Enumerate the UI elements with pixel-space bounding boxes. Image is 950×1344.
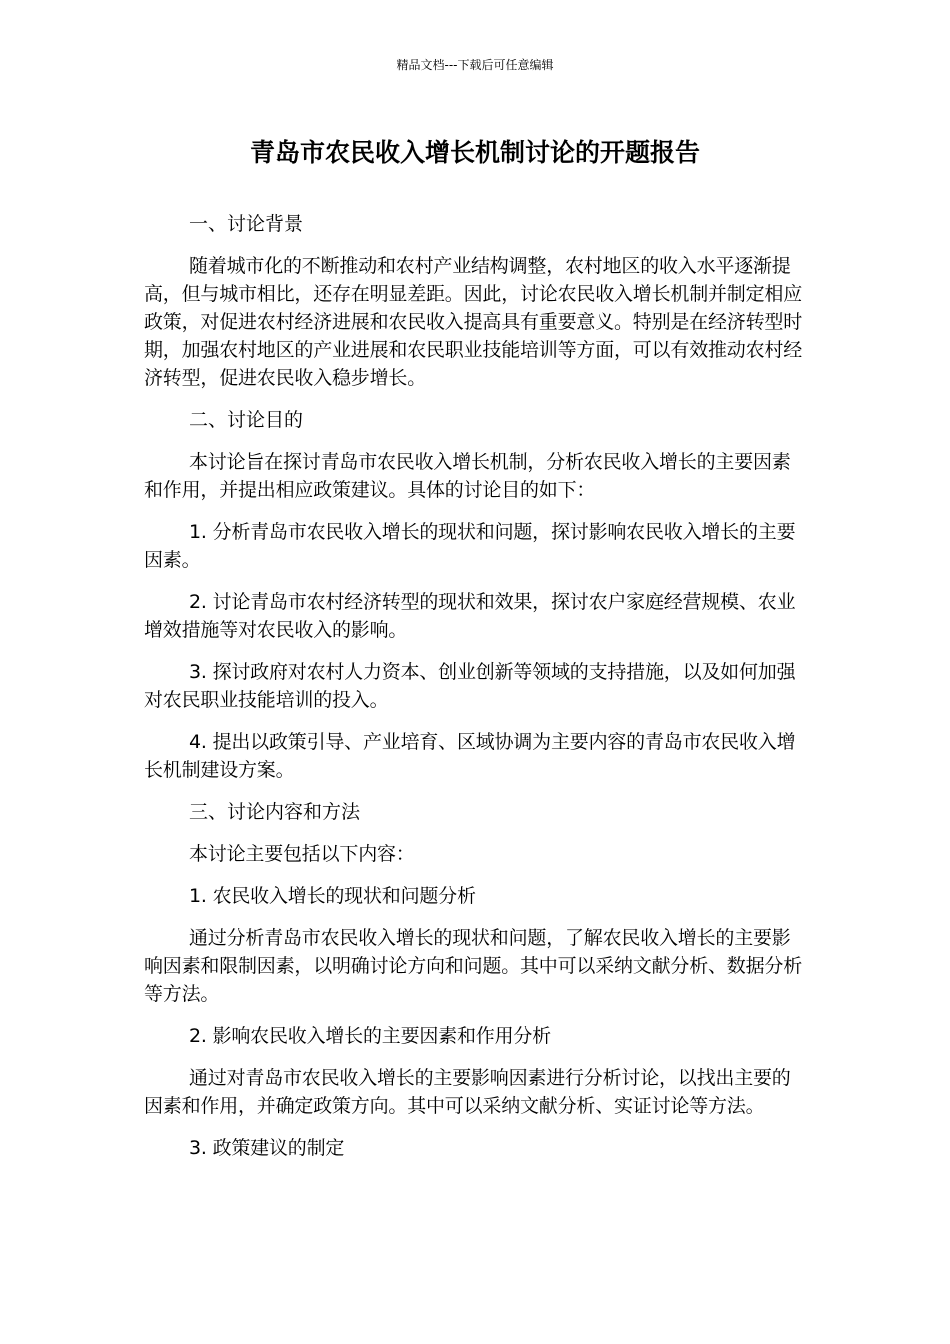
purpose-item-2: 2. 讨论青岛市农村经济转型的现状和效果，探讨农户家庭经营规模、农业增效措施等对农民收入的影响。 xyxy=(144,591,796,641)
purpose-item-3: 3. 探讨政府对农村人力资本、创业创新等领域的支持措施，以及如何加强对农民职业技能培训的投入。 xyxy=(144,661,796,711)
content-paragraph-2: 通过对青岛市农民收入增长的主要影响因素进行分析讨论，以找出主要的因素和作用，并确定政策方向。其中可以采纳文献分析、实证讨论等方法。 xyxy=(144,1067,791,1117)
content-paragraph-1: 通过分析青岛市农民收入增长的现状和问题，了解农民收入增长的主要影响因素和限制因素，以明确讨论方向和问题。其中可以采纳文献分析、数据分析等方法。 xyxy=(144,927,803,1005)
purpose-item-4: 4. 提出以政策引导、产业培育、区域协调为主要内容的青岛市农民收入增长机制建设方案。 xyxy=(144,731,796,781)
section-heading-purpose: 二、讨论目的 xyxy=(189,409,304,431)
section-heading-background: 一、讨论背景 xyxy=(189,213,304,235)
paragraph-content-intro: 本讨论主要包括以下内容： xyxy=(189,843,415,865)
paragraph-background: 随着城市化的不断推动和农村产业结构调整，农村地区的收入水平逐渐提高，但与城市相比，还存在明显差距。因此，讨论农民收入增长机制并制定相应政策，对促进农村经济进展和农民收入提高具有重要意义。特别是在经济转型时期，加强农村地区的产业进展和农民职业技能培训等方面，可以有效推动农村经济转型，促进农民收入稳步增长。 xyxy=(144,255,803,389)
content-subheading-1: 1. 农民收入增长的现状和问题分析 xyxy=(189,885,476,907)
content-subheading-3: 3. 政策建议的制定 xyxy=(189,1137,345,1159)
page-header: 精品文档---下载后可任意编辑 xyxy=(396,58,554,72)
content-subheading-2: 2. 影响农民收入增长的主要因素和作用分析 xyxy=(189,1025,551,1047)
purpose-item-1: 1. 分析青岛市农民收入增长的现状和问题，探讨影响农民收入增长的主要因素。 xyxy=(144,521,796,571)
document-title: 青岛市农民收入增长机制讨论的开题报告 xyxy=(249,138,700,167)
paragraph-purpose-intro: 本讨论旨在探讨青岛市农民收入增长机制，分析农民收入增长的主要因素和作用，并提出相应政策建议。具体的讨论目的如下： xyxy=(144,451,791,501)
document-body xyxy=(144,210,808,1176)
section-heading-content-methods: 三、讨论内容和方法 xyxy=(189,801,361,823)
